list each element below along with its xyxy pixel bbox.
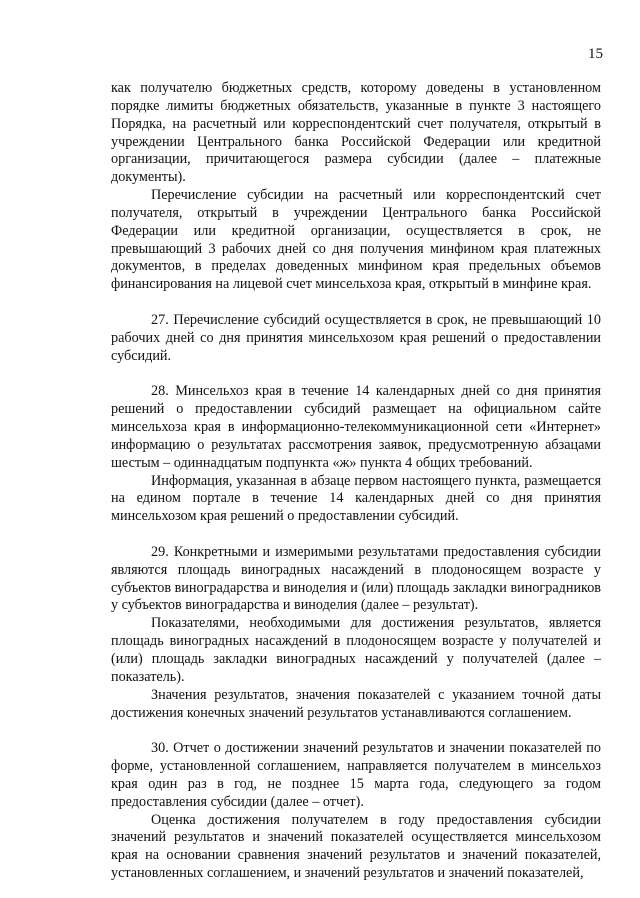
paragraph-item-28-info: Информация, указанная в абзаце первом настоящего пункта, размещается на едином портале в течение 14 календарных дней со дня принятия минсельхозом края решений о предоставлении субсидий. bbox=[111, 472, 601, 525]
paragraph-item-29-indicators: Показателями, необходимыми для достижения результатов, является площадь виноградных насаждений в плодоносящем возрасте у получателей и (или) площадь закладки виноградных насаждений у получателей (далее – показатель). bbox=[111, 615, 601, 685]
paragraph-item-29-values: Значения результатов, значения показателей с указанием точной даты достижения конечных значений результатов устанавливаются соглашением. bbox=[111, 686, 601, 721]
paragraph-item-30: 30. Отчет о достижении значений результатов и значении показателей по форме, установленной соглашением, направляется получателем в минсельхоз края один раз в год, не позднее 15 марта года, следующего за годом предоставления субсидии (далее – отчет). bbox=[111, 740, 601, 810]
paragraph-item-27: 27. Перечисление субсидий осуществляется в срок, не превышающий 10 рабочих дней со дня принятия минсельхозом края решений о предоставлении субсидий. bbox=[111, 311, 601, 364]
paragraph-payment-transfer: Перечисление субсидии на расчетный или корреспондентский счет получателя, открытый в учреждении Центрального банка Российской Федерации или кредитной организации, осуществляется в срок, не превышающий 3 рабочих дней со дня получения минфином края платежных документов, в пределах доведенных минфином края предельных объемов финансирования на лицевой счет минсельхоза края, открытый в минфине края. bbox=[111, 187, 601, 293]
paragraph-item-28: 28. Минсельхоз края в течение 14 календарных дней со дня принятия решений о предоставлении субсидий размещает на официальном сайте минсельхоза края в информационно-телекоммуникационной сети «Интернет» информацию о результатах рассмотрения заявок, предусмотренную абзацами шестым – одиннадцатым подпункта «ж» пункта 4 общих требований. bbox=[111, 383, 601, 471]
paragraph-continuation: как получателю бюджетных средств, которому доведены в установленном порядке лимиты бюджетных обязательств, указанные в пункте 3 настоящего Порядка, на расчетный или корреспондентский счет получателя, открытый в учреждении Центрального банка Российской Федерации или кредитной организации, причитающегося размера субсидии (далее – платежные документы). bbox=[111, 80, 601, 186]
paragraph-item-30-evaluation: Оценка достижения получателем в году предоставления субсидии значений результатов и значений показателей осуществляется минсельхозом края на основании сравнения значений результатов и значений показателей, установленных соглашением, и значений результатов и значений показателей, bbox=[111, 811, 601, 882]
page-number: 15 bbox=[588, 46, 603, 62]
paragraph-item-29: 29. Конкретными и измеримыми результатами предоставления субсидии являются площадь виноградных насаждений в плодоносящем возрасте у субъектов виноградарства и виноделия и (или) площадь закладки виноградников у субъектов виноградарства и виноделия (далее – результат). bbox=[111, 543, 601, 614]
document-body bbox=[111, 80, 601, 883]
